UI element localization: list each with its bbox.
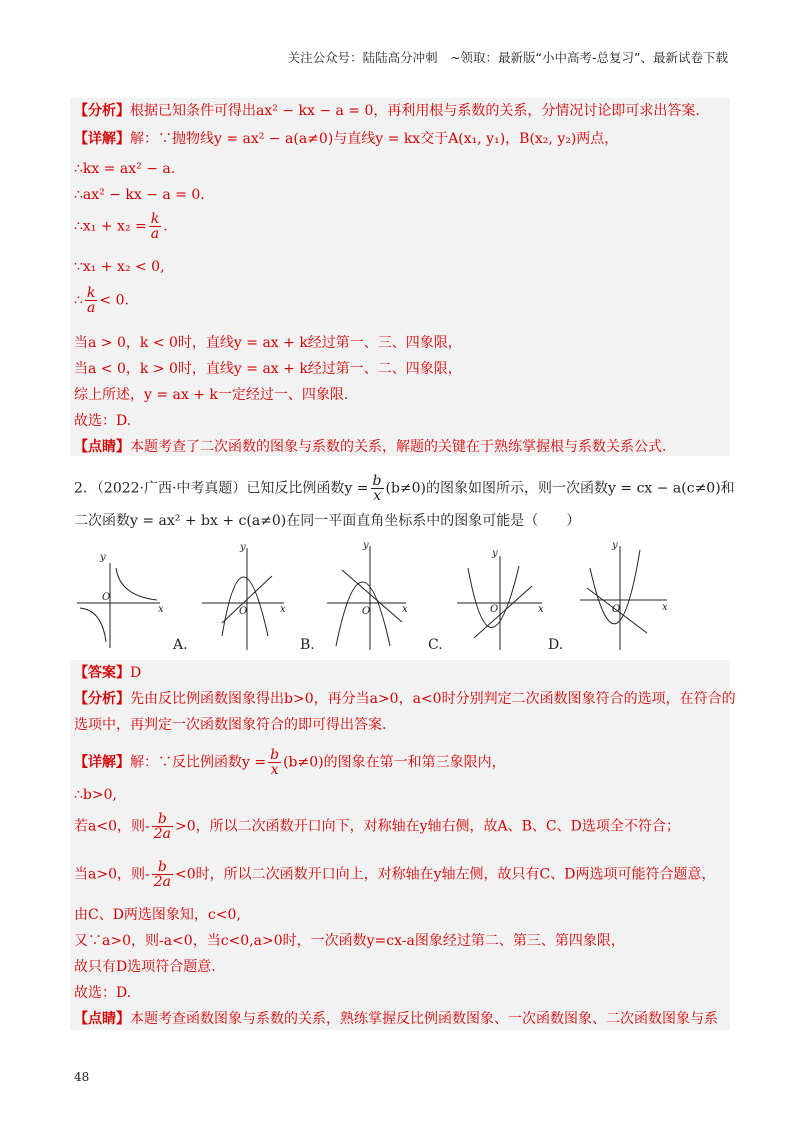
axis-x-label-b: x [402,604,408,615]
graph-option-d [580,546,667,650]
q1-step-9: 综上所述，y = ax + k一定经过一、四象限. [74,387,349,403]
q2-detail-4: 当a>0，则- $\frac{b}{2a}$ <0时，所以二次函数开口向上，对称轴在y轴左侧，故只有C、D两选项可能符合题意， [74,859,716,890]
option-d-label: D. [548,637,564,653]
q1-step-10: 故选：D. [74,413,132,429]
option-b-label: B. [300,637,315,653]
axis-y-label-c: y [492,548,498,559]
q1-step-3: ∴ax² − kx − a = 0. [74,187,205,203]
axis-x-label-a: x [280,604,286,615]
axis-y-label-0: y [100,552,106,563]
axis-y-label-b: y [363,540,369,551]
page-header: 关注公众号：陆陆高分冲刺 ~领取：最新版“小中高考-总复习”、最新试卷下载 [287,50,728,65]
origin-label-d: O [612,604,621,615]
page-number: 48 [74,1070,90,1084]
option-c-label: C. [428,637,443,653]
axis-x-label-d: x [662,602,668,613]
axis-x-label-c: x [538,604,544,615]
q2-analysis-1: 【分析】先由反比例函数图象得出b>0，再分当a>0，a<0时分别判定二次函数图象符合的选项，在符合的 [74,691,736,707]
axis-y-label-d: y [612,540,618,551]
origin-label-c: O [490,604,499,615]
q2-stem-1: 2．（2022·广西·中考真题）已知反比例函数y = $\frac{b}{x}$ (b≠0)的图象如图所示，则一次函数y = cx − a(c≠0)和 [74,473,735,504]
axis-x-label-0: x [158,604,164,615]
q2-stem-2: 二次函数y = ax² + bx + c(a≠0)在同一平面直角坐标系中的图象可能是（ ） [74,513,581,529]
q1-step-7: 当a > 0，k < 0时，直线y = ax + k经过第一、三、四象限， [74,335,462,351]
q1-step-4: ∴x₁ + x₂ = $\frac{k}{a}$ . [74,211,168,242]
q1-step-6: ∴ $\frac{k}{a}$ < 0. [74,285,129,316]
q2-detail-6: 又∵a>0，则-a<0，当c<0,a>0时，一次函数y=cx-a图象经过第二、第三、第四象限， [74,933,625,949]
axis-y-label-a: y [240,542,246,553]
origin-label-a: O [239,606,248,617]
graph-hyperbola [77,563,160,648]
q2-detail-3: 若a<0，则- $\frac{b}{2a}$ >0，所以二次函数开口向下，对称轴在y轴右侧，故A、B、C、D选项全不符合； [74,811,680,842]
q2-detail-1: 【详解】解：∵反比例函数y = $\frac{b}{x}$ (b≠0)的图象在第一和第三象限内， [74,747,506,778]
function-graphs-figure [72,538,672,653]
origin-label-0: O [102,592,111,603]
q2-detail-8: 故选：D. [74,985,132,1001]
q2-detail-7: 故只有D选项符合题意. [74,959,216,975]
graph-option-b [327,546,406,650]
graph-option-c [457,556,542,650]
q1-analysis: 【分析】根据已知条件可得出ax² − kx − a = 0，再利用根与系数的关系，分情况讨论即可求出答案. [74,103,700,119]
q2-graphs [72,538,672,653]
q2-analysis-2: 选项中，再判定一次函数图象符合的即可得出答案. [74,717,387,733]
q1-comment: 【点睛】本题考查了二次函数的图象与系数的关系，解题的关键在于熟练掌握根与系数关系公式. [74,439,667,455]
q1-step-5: ∵x₁ + x₂ < 0, [74,259,165,275]
origin-label-b: O [362,606,371,617]
q2-comment: 【点睛】本题考查函数图象与系数的关系，熟练掌握反比例函数图象、一次函数图象、二次函数图象与系 [74,1011,718,1027]
q2-answer: 【答案】D [74,665,142,681]
q1-step-2: ∴kx = ax² − a. [74,161,176,177]
option-a-label: A. [173,637,188,653]
q1-step-8: 当a < 0，k > 0时，直线y = ax + k经过第一、二、四象限， [74,361,462,377]
q1-detail-1: 【详解】解：∵抛物线y = ax² − a(a≠0)与直线y = kx交于A(x₁, y₁)，B(x₂, y₂)两点， [74,131,619,147]
q2-detail-5: 由C、D两选图象知，c<0, [74,907,241,923]
graph-option-a [202,548,284,650]
q2-detail-2: ∴b>0, [74,787,117,803]
